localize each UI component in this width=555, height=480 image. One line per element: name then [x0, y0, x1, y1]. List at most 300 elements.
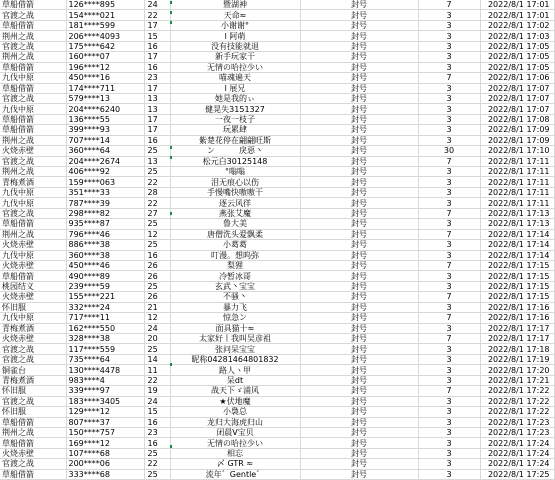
name-cell[interactable]: 喵魂遍天	[170, 73, 300, 83]
level-cell[interactable]: 19	[144, 386, 170, 396]
level-cell[interactable]: 15	[144, 407, 170, 417]
level-cell[interactable]: 25	[144, 469, 170, 479]
level-cell[interactable]: 25	[144, 281, 170, 291]
server-cell[interactable]: 怀旧服	[0, 386, 66, 396]
action-cell[interactable]: 封号	[300, 334, 418, 344]
action-cell[interactable]: 封号	[300, 459, 418, 469]
account-cell[interactable]: 935****87	[66, 219, 144, 229]
name-cell[interactable]: 暨湖神	[170, 0, 300, 10]
level-cell[interactable]: 12	[144, 229, 170, 239]
server-cell[interactable]: 草船借箭	[0, 417, 66, 427]
time-cell[interactable]: 2022/8/1 17:15	[480, 281, 554, 291]
time-cell[interactable]: 2022/8/1 17:15	[480, 271, 554, 281]
name-cell[interactable]: 逐云风徉	[170, 198, 300, 208]
action-cell[interactable]: 封号	[300, 104, 418, 114]
action-cell[interactable]: 封号	[300, 41, 418, 51]
days-cell[interactable]: 3	[418, 31, 480, 41]
time-cell[interactable]: 2022/8/1 17:02	[480, 20, 554, 30]
account-cell[interactable]: 159****063	[66, 177, 144, 187]
days-cell[interactable]: 3	[418, 62, 480, 72]
name-cell[interactable]: 小葛葛	[170, 240, 300, 250]
level-cell[interactable]: 23	[144, 427, 170, 437]
name-cell[interactable]: 昵称04281464801832	[170, 354, 300, 364]
name-cell[interactable]: 张问呆宝宝	[170, 344, 300, 354]
name-cell[interactable]: 玩累肆	[170, 125, 300, 135]
name-cell[interactable]: °嗡嗡	[170, 167, 300, 177]
server-cell[interactable]: 官渡之战	[0, 459, 66, 469]
server-cell[interactable]: 草船借箭	[0, 83, 66, 93]
account-cell[interactable]: 200****06	[66, 459, 144, 469]
account-cell[interactable]: 983****4	[66, 375, 144, 385]
time-cell[interactable]: 2022/8/1 17:09	[480, 125, 554, 135]
account-cell[interactable]: 154****021	[66, 10, 144, 20]
action-cell[interactable]: 封号	[300, 229, 418, 239]
level-cell[interactable]: 17	[144, 83, 170, 93]
level-cell[interactable]: 22	[144, 177, 170, 187]
time-cell[interactable]: 2022/8/1 17:25	[480, 469, 554, 479]
account-cell[interactable]: 333****68	[66, 469, 144, 479]
time-cell[interactable]: 2022/8/1 17:15	[480, 292, 554, 302]
action-cell[interactable]: 封号	[300, 10, 418, 20]
account-cell[interactable]: 129****12	[66, 407, 144, 417]
server-cell[interactable]: 怀旧服	[0, 302, 66, 312]
action-cell[interactable]: 封号	[300, 177, 418, 187]
account-cell[interactable]: 196****12	[66, 62, 144, 72]
action-cell[interactable]: 封号	[300, 438, 418, 448]
action-cell[interactable]: 封号	[300, 344, 418, 354]
server-cell[interactable]: 官渡之战	[0, 10, 66, 20]
action-cell[interactable]: 封号	[300, 93, 418, 103]
name-cell[interactable]: 唐僧洗头爱飘柔	[170, 229, 300, 239]
time-cell[interactable]: 2022/8/1 17:20	[480, 365, 554, 375]
server-cell[interactable]: 荆州之战	[0, 135, 66, 145]
action-cell[interactable]: 封号	[300, 219, 418, 229]
days-cell[interactable]: 7	[418, 229, 480, 239]
days-cell[interactable]: 3	[418, 83, 480, 93]
name-cell[interactable]: 战天下ゞ浦风	[170, 386, 300, 396]
name-cell[interactable]: 燕张艾魔	[170, 208, 300, 218]
name-cell[interactable]: 〆 GTR ≈	[170, 459, 300, 469]
account-cell[interactable]: 130****4478	[66, 365, 144, 375]
level-cell[interactable]: 11	[144, 365, 170, 375]
name-cell[interactable]: 面具猫十≈	[170, 323, 300, 333]
server-cell[interactable]: 草船借箭	[0, 125, 66, 135]
server-cell[interactable]: 青梅煮酒	[0, 323, 66, 333]
server-cell[interactable]: 九伐中原	[0, 73, 66, 83]
time-cell[interactable]: 2022/8/1 17:14	[480, 240, 554, 250]
time-cell[interactable]: 2022/8/1 17:08	[480, 114, 554, 124]
name-cell[interactable]: 太家好丨我叫吴彦祖	[170, 334, 300, 344]
action-cell[interactable]: 封号	[300, 292, 418, 302]
server-cell[interactable]: 草船借箭	[0, 219, 66, 229]
days-cell[interactable]: 3	[418, 10, 480, 20]
name-cell[interactable]: 她是我的ぃ	[170, 93, 300, 103]
time-cell[interactable]: 2022/8/1 17:22	[480, 407, 554, 417]
level-cell[interactable]: 23	[144, 73, 170, 83]
days-cell[interactable]: 3	[418, 438, 480, 448]
level-cell[interactable]: 17	[144, 52, 170, 62]
time-cell[interactable]: 2022/8/1 17:05	[480, 41, 554, 51]
level-cell[interactable]: 25	[144, 167, 170, 177]
level-cell[interactable]: 26	[144, 260, 170, 270]
days-cell[interactable]: 3	[418, 459, 480, 469]
action-cell[interactable]: 封号	[300, 271, 418, 281]
name-cell[interactable]: 天命≈	[170, 10, 300, 20]
account-cell[interactable]: 117****559	[66, 344, 144, 354]
time-cell[interactable]: 2022/8/1 17:11	[480, 198, 554, 208]
account-cell[interactable]: 735****64	[66, 354, 144, 364]
time-cell[interactable]: 2022/8/1 17:13	[480, 219, 554, 229]
days-cell[interactable]: 3	[418, 344, 480, 354]
level-cell[interactable]: 24	[144, 396, 170, 406]
days-cell[interactable]: 7	[418, 73, 480, 83]
level-cell[interactable]: 24	[144, 0, 170, 10]
server-cell[interactable]: 官渡之战	[0, 208, 66, 218]
action-cell[interactable]: 封号	[300, 187, 418, 197]
level-cell[interactable]: 17	[144, 114, 170, 124]
time-cell[interactable]: 2022/8/1 17:11	[480, 177, 554, 187]
account-cell[interactable]: 360****38	[66, 250, 144, 260]
action-cell[interactable]: 封号	[300, 396, 418, 406]
level-cell[interactable]: 15	[144, 31, 170, 41]
time-cell[interactable]: 2022/8/1 17:09	[480, 135, 554, 145]
level-cell[interactable]: 28	[144, 187, 170, 197]
time-cell[interactable]: 2022/8/1 17:10	[480, 146, 554, 156]
server-cell[interactable]: 草船借箭	[0, 62, 66, 72]
action-cell[interactable]: 封号	[300, 167, 418, 177]
name-cell[interactable]: 没有技能就退	[170, 41, 300, 51]
name-cell[interactable]: 无情の哈拉少い	[170, 438, 300, 448]
level-cell[interactable]: 17	[144, 125, 170, 135]
action-cell[interactable]: 封号	[300, 208, 418, 218]
level-cell[interactable]: 22	[144, 10, 170, 20]
action-cell[interactable]: 封号	[300, 302, 418, 312]
time-cell[interactable]: 2022/8/1 17:05	[480, 52, 554, 62]
days-cell[interactable]: 3	[418, 271, 480, 281]
time-cell[interactable]: 2022/8/1 17:19	[480, 354, 554, 364]
name-cell[interactable]: 相忘	[170, 448, 300, 458]
server-cell[interactable]: 官渡之战	[0, 41, 66, 51]
time-cell[interactable]: 2022/8/1 17:15	[480, 260, 554, 270]
server-cell[interactable]: 草船借箭	[0, 271, 66, 281]
time-cell[interactable]: 2022/8/1 17:17	[480, 323, 554, 333]
time-cell[interactable]: 2022/8/1 17:07	[480, 104, 554, 114]
days-cell[interactable]: 3	[418, 417, 480, 427]
server-cell[interactable]: 火烧赤壁	[0, 146, 66, 156]
action-cell[interactable]: 封号	[300, 365, 418, 375]
account-cell[interactable]: 360****64	[66, 146, 144, 156]
days-cell[interactable]: 3	[418, 114, 480, 124]
name-cell[interactable]: ★伏地魔	[170, 396, 300, 406]
level-cell[interactable]: 20	[144, 334, 170, 344]
account-cell[interactable]: 450****46	[66, 260, 144, 270]
action-cell[interactable]: 封号	[300, 83, 418, 93]
account-cell[interactable]: 150****757	[66, 427, 144, 437]
name-cell[interactable]: 鲁大美	[170, 219, 300, 229]
days-cell[interactable]: 7	[418, 334, 480, 344]
account-cell[interactable]: 155****221	[66, 292, 144, 302]
account-cell[interactable]: 328****38	[66, 334, 144, 344]
server-cell[interactable]: 官渡之战	[0, 344, 66, 354]
action-cell[interactable]: 封号	[300, 281, 418, 291]
server-cell[interactable]: 草船借箭	[0, 114, 66, 124]
account-cell[interactable]: 239****59	[66, 281, 144, 291]
days-cell[interactable]: 3	[418, 407, 480, 417]
account-cell[interactable]: 886****38	[66, 240, 144, 250]
days-cell[interactable]: 3	[418, 125, 480, 135]
days-cell[interactable]: 3	[418, 177, 480, 187]
account-cell[interactable]: 174****711	[66, 83, 144, 93]
time-cell[interactable]: 2022/8/1 17:07	[480, 83, 554, 93]
days-cell[interactable]: 3	[418, 281, 480, 291]
level-cell[interactable]: 25	[144, 219, 170, 229]
account-cell[interactable]: 450****16	[66, 73, 144, 83]
action-cell[interactable]: 封号	[300, 240, 418, 250]
server-cell[interactable]: 火烧赤壁	[0, 240, 66, 250]
time-cell[interactable]: 2022/8/1 17:16	[480, 302, 554, 312]
server-cell[interactable]: 官渡之战	[0, 156, 66, 166]
days-cell[interactable]: 3	[418, 104, 480, 114]
server-cell[interactable]: 九伐中原	[0, 198, 66, 208]
level-cell[interactable]: 25	[144, 344, 170, 354]
time-cell[interactable]: 2022/8/1 17:16	[480, 313, 554, 323]
level-cell[interactable]: 16	[144, 250, 170, 260]
time-cell[interactable]: 2022/8/1 17:14	[480, 250, 554, 260]
account-cell[interactable]: 717****11	[66, 313, 144, 323]
days-cell[interactable]: 3	[418, 20, 480, 30]
account-cell[interactable]: 136****55	[66, 114, 144, 124]
server-cell[interactable]: 九伐中原	[0, 250, 66, 260]
level-cell[interactable]: 21	[144, 302, 170, 312]
name-cell[interactable]: 不骚丶	[170, 292, 300, 302]
level-cell[interactable]: 13	[144, 93, 170, 103]
time-cell[interactable]: 2022/8/1 17:17	[480, 334, 554, 344]
server-cell[interactable]: 官渡之战	[0, 396, 66, 406]
time-cell[interactable]: 2022/8/1 17:07	[480, 93, 554, 103]
action-cell[interactable]: 封号	[300, 156, 418, 166]
level-cell[interactable]: 24	[144, 323, 170, 333]
account-cell[interactable]: 107****68	[66, 448, 144, 458]
account-cell[interactable]: 181****599	[66, 20, 144, 30]
name-cell[interactable]: 惊急ン	[170, 313, 300, 323]
name-cell[interactable]: 叮漫。想呜弥	[170, 250, 300, 260]
server-cell[interactable]: 草船借箭	[0, 0, 66, 10]
days-cell[interactable]: 3	[418, 323, 480, 333]
time-cell[interactable]: 2022/8/1 17:11	[480, 167, 554, 177]
server-cell[interactable]: 草船借箭	[0, 20, 66, 30]
action-cell[interactable]: 封号	[300, 448, 418, 458]
level-cell[interactable]: 26	[144, 292, 170, 302]
action-cell[interactable]: 封号	[300, 313, 418, 323]
name-cell[interactable]: l 展兄	[170, 83, 300, 93]
account-cell[interactable]: 162****550	[66, 323, 144, 333]
time-cell[interactable]: 2022/8/1 17:18	[480, 344, 554, 354]
days-cell[interactable]: 3	[418, 41, 480, 51]
account-cell[interactable]: 579****13	[66, 93, 144, 103]
action-cell[interactable]: 封号	[300, 52, 418, 62]
time-cell[interactable]: 2022/8/1 17:23	[480, 417, 554, 427]
account-cell[interactable]: 490****89	[66, 271, 144, 281]
action-cell[interactable]: 封号	[300, 407, 418, 417]
days-cell[interactable]: 3	[418, 365, 480, 375]
time-cell[interactable]: 2022/8/1 17:01	[480, 10, 554, 20]
days-cell[interactable]: 30	[418, 146, 480, 156]
time-cell[interactable]: 2022/8/1 17:24	[480, 459, 554, 469]
level-cell[interactable]: 26	[144, 271, 170, 281]
level-cell[interactable]: 13	[144, 156, 170, 166]
time-cell[interactable]: 2022/8/1 17:22	[480, 396, 554, 406]
account-cell[interactable]: 160****07	[66, 52, 144, 62]
days-cell[interactable]: 3	[418, 448, 480, 458]
server-cell[interactable]: 九伐中原	[0, 187, 66, 197]
level-cell[interactable]: 25	[144, 146, 170, 156]
level-cell[interactable]: 14	[144, 354, 170, 364]
server-cell[interactable]: 荆州之战	[0, 427, 66, 437]
action-cell[interactable]: 封号	[300, 417, 418, 427]
time-cell[interactable]: 2022/8/1 17:05	[480, 62, 554, 72]
account-cell[interactable]: 204****2674	[66, 156, 144, 166]
days-cell[interactable]: 3	[418, 240, 480, 250]
name-cell[interactable]: ン 戾惡丶	[170, 146, 300, 156]
server-cell[interactable]: 青梅煮酒	[0, 177, 66, 187]
days-cell[interactable]: 3	[418, 427, 480, 437]
level-cell[interactable]: 16	[144, 438, 170, 448]
account-cell[interactable]: 206****4093	[66, 31, 144, 41]
time-cell[interactable]: 2022/8/1 17:11	[480, 156, 554, 166]
days-cell[interactable]: 3	[418, 354, 480, 364]
server-cell[interactable]: 青梅煮酒	[0, 375, 66, 385]
server-cell[interactable]: 荆州之战	[0, 229, 66, 239]
name-cell[interactable]: 手慢嘴快嗷嗷干	[170, 187, 300, 197]
level-cell[interactable]: 12	[144, 313, 170, 323]
server-cell[interactable]: 铜雀台	[0, 365, 66, 375]
days-cell[interactable]: 3	[418, 135, 480, 145]
action-cell[interactable]: 封号	[300, 323, 418, 333]
server-cell[interactable]: 九伐中原	[0, 104, 66, 114]
days-cell[interactable]: 3	[418, 52, 480, 62]
level-cell[interactable]: 16	[144, 135, 170, 145]
account-cell[interactable]: 796****46	[66, 229, 144, 239]
action-cell[interactable]: 封号	[300, 354, 418, 364]
days-cell[interactable]: 3	[418, 302, 480, 312]
action-cell[interactable]: 封号	[300, 375, 418, 385]
level-cell[interactable]: 17	[144, 20, 170, 30]
days-cell[interactable]: 7	[418, 260, 480, 270]
days-cell[interactable]: 7	[418, 292, 480, 302]
server-cell[interactable]: 怀旧服	[0, 407, 66, 417]
level-cell[interactable]: 13	[144, 104, 170, 114]
level-cell[interactable]: 16	[144, 41, 170, 51]
name-cell[interactable]: 紫楚花停在翩翩旺斯	[170, 135, 300, 145]
name-cell[interactable]: 龙归大海虎归山	[170, 417, 300, 427]
server-cell[interactable]: 火烧赤壁	[0, 260, 66, 270]
account-cell[interactable]: 339****97	[66, 386, 144, 396]
account-cell[interactable]: 351****33	[66, 187, 144, 197]
name-cell[interactable]: 流年゛Gentle゛	[170, 469, 300, 479]
server-cell[interactable]: 官渡之战	[0, 354, 66, 364]
account-cell[interactable]: 126****895	[66, 0, 144, 10]
days-cell[interactable]: 3	[418, 469, 480, 479]
name-cell[interactable]: 梨狸	[170, 260, 300, 270]
time-cell[interactable]: 2022/8/1 17:11	[480, 187, 554, 197]
days-cell[interactable]: 7	[418, 156, 480, 166]
account-cell[interactable]: 707****14	[66, 135, 144, 145]
days-cell[interactable]: 3	[418, 375, 480, 385]
time-cell[interactable]: 2022/8/1 17:21	[480, 375, 554, 385]
level-cell[interactable]: 22	[144, 198, 170, 208]
action-cell[interactable]: 封号	[300, 427, 418, 437]
action-cell[interactable]: 封号	[300, 198, 418, 208]
action-cell[interactable]: 封号	[300, 0, 418, 10]
level-cell[interactable]: 22	[144, 459, 170, 469]
level-cell[interactable]: 25	[144, 448, 170, 458]
days-cell[interactable]: 7	[418, 0, 480, 10]
server-cell[interactable]: 荆州之战	[0, 31, 66, 41]
time-cell[interactable]: 2022/8/1 17:22	[480, 386, 554, 396]
server-cell[interactable]: 荆州之战	[0, 52, 66, 62]
time-cell[interactable]: 2022/8/1 17:24	[480, 448, 554, 458]
days-cell[interactable]: 3	[418, 219, 480, 229]
level-cell[interactable]: 16	[144, 417, 170, 427]
days-cell[interactable]: 7	[418, 386, 480, 396]
account-cell[interactable]: 399****93	[66, 125, 144, 135]
time-cell[interactable]: 2022/8/1 17:03	[480, 31, 554, 41]
days-cell[interactable]: 3	[418, 187, 480, 197]
account-cell[interactable]: 807****37	[66, 417, 144, 427]
name-cell[interactable]: 玄武丶宝宝	[170, 281, 300, 291]
days-cell[interactable]: 7	[418, 313, 480, 323]
account-cell[interactable]: 175****642	[66, 41, 144, 51]
name-cell[interactable]: 无情の哈拉少い	[170, 62, 300, 72]
server-cell[interactable]: 官渡之战	[0, 93, 66, 103]
days-cell[interactable]: 3	[418, 396, 480, 406]
server-cell[interactable]: 九伐中原	[0, 313, 66, 323]
account-cell[interactable]: 298****82	[66, 208, 144, 218]
server-cell[interactable]: 荆州之战	[0, 167, 66, 177]
time-cell[interactable]: 2022/8/1 17:13	[480, 208, 554, 218]
name-cell[interactable]: 新手玩家干	[170, 52, 300, 62]
level-cell[interactable]: 27	[144, 208, 170, 218]
name-cell[interactable]: 闭晨V宝贝	[170, 427, 300, 437]
action-cell[interactable]: 封号	[300, 20, 418, 30]
days-cell[interactable]: 3	[418, 93, 480, 103]
account-cell[interactable]: 169****12	[66, 438, 144, 448]
action-cell[interactable]: 封号	[300, 114, 418, 124]
name-cell[interactable]: 呆dt	[170, 375, 300, 385]
server-cell[interactable]: 桃园结义	[0, 281, 66, 291]
name-cell[interactable]: 健晃失3151327	[170, 104, 300, 114]
account-cell[interactable]: 406****92	[66, 167, 144, 177]
server-cell[interactable]: 火烧赤壁	[0, 292, 66, 302]
name-cell[interactable]: 路人ヽ甲	[170, 365, 300, 375]
action-cell[interactable]: 封号	[300, 125, 418, 135]
server-cell[interactable]: 草船借箭	[0, 469, 66, 479]
name-cell[interactable]: 小谢谢°	[170, 20, 300, 30]
time-cell[interactable]: 2022/8/1 17:14	[480, 229, 554, 239]
days-cell[interactable]: 3	[418, 198, 480, 208]
server-cell[interactable]: 火烧赤壁	[0, 334, 66, 344]
days-cell[interactable]: 7	[418, 208, 480, 218]
name-cell[interactable]: 泪无痕心以伤	[170, 177, 300, 187]
account-cell[interactable]: 787****39	[66, 198, 144, 208]
days-cell[interactable]: 3	[418, 250, 480, 260]
server-cell[interactable]: 草船借箭	[0, 438, 66, 448]
account-cell[interactable]: 204****6240	[66, 104, 144, 114]
action-cell[interactable]: 封号	[300, 31, 418, 41]
days-cell[interactable]: 3	[418, 167, 480, 177]
action-cell[interactable]: 封号	[300, 73, 418, 83]
action-cell[interactable]: 封号	[300, 146, 418, 156]
